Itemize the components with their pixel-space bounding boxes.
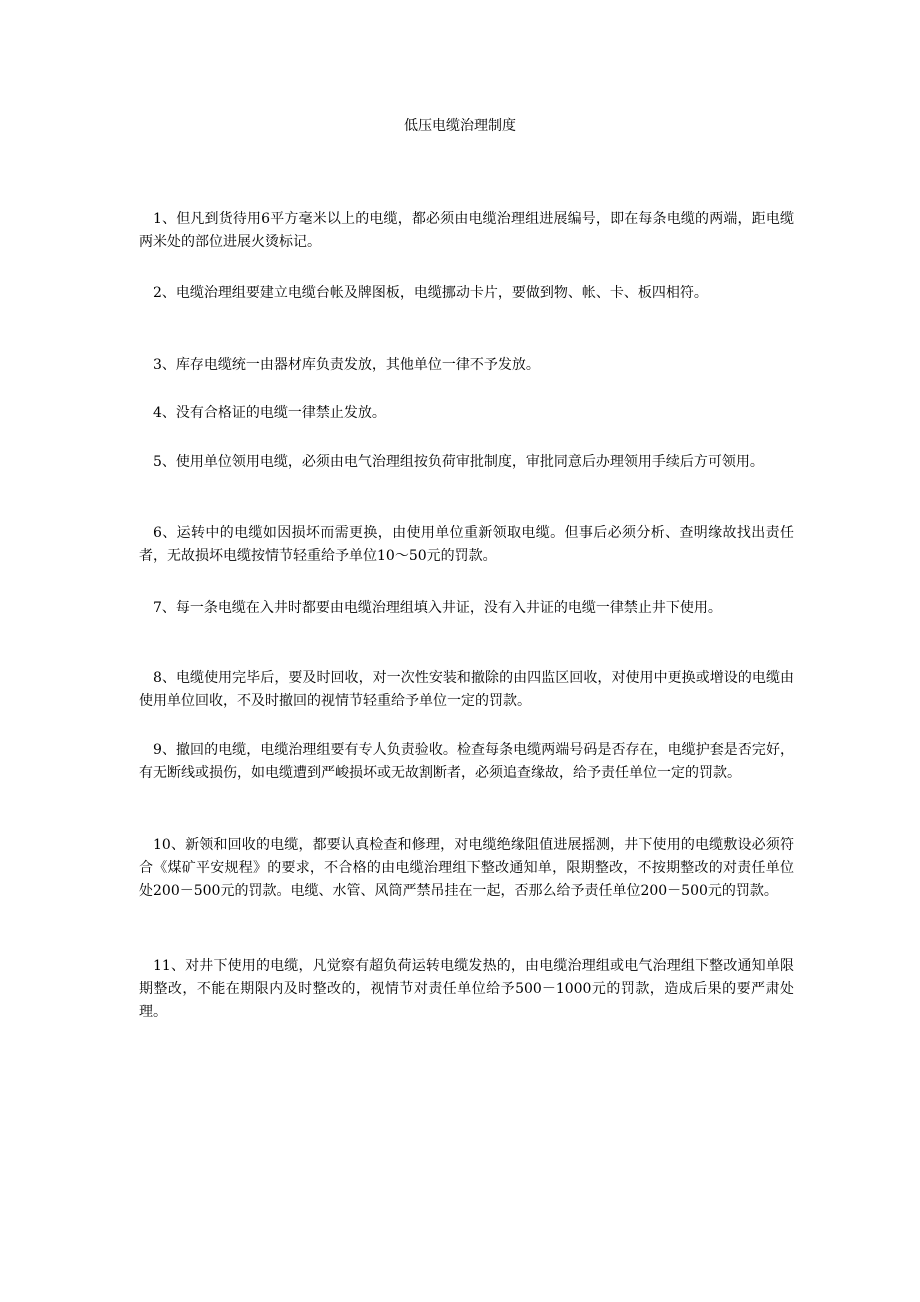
paragraph-8: 8、电缆使用完毕后，要及时回收，对一次性安装和撤除的由四监区回收，对使用中更换或增设的电缆由使用单位回收，不及时撤回的视情节轻重给予单位一定的罚款。 — [139, 670, 794, 709]
paragraph-6: 6、运转中的电缆如因损坏而需更换，由使用单位重新领取电缆。但事后必须分析、查明缘故找出责任者，无故损坏电缆按情节轻重给予单位10～50元的罚款。 — [139, 525, 794, 564]
paragraph-11: 11、对井下使用的电缆，凡觉察有超负荷运转电缆发热的，由电缆治理组或电气治理组下整改通知单限期整改，不能在期限内及时整改的，视情节对责任单位给予500－1000元的罚款，造成后果的要严肃处理。 — [139, 958, 794, 1020]
paragraph-7: 7、每一条电缆在入井时都要由电缆治理组填入井证，没有入井证的电缆一律禁止井下使用。 — [153, 600, 722, 616]
paragraph-9: 9、撤回的电缆，电缆治理组要有专人负责验收。检查每条电缆两端号码是否存在，电缆护套是否完好，有无断线或损伤，如电缆遭到严峻损坏或无故割断者，必须追查缘故，给予责任单位一定的罚款。 — [139, 742, 794, 781]
paragraph-10: 10、新领和回收的电缆，都要认真检查和修理，对电缆绝缘阻值进展摇测，井下使用的电缆敷设必须符合《煤矿平安规程》的要求，不合格的由电缆治理组下整改通知单，限期整改，不按期整改的对责任单位处200－500元的罚款。电缆、水管、风筒严禁吊挂在一起，否那么给予责任单位200－500元的罚款。 — [139, 837, 794, 899]
paragraph-1: 1、但凡到货待用6平方毫米以上的电缆，都必须由电缆治理组进展编号，即在每条电缆的两端，距电缆两米处的部位进展火烫标记。 — [139, 211, 794, 250]
paragraph-3: 3、库存电缆统一由器材库负责发放，其他单位一律不予发放。 — [153, 357, 540, 373]
document-title: 低压电缆治理制度 — [404, 118, 516, 134]
paragraph-5: 5、使用单位领用电缆，必须由电气治理组按负荷审批制度，审批同意后办理领用手续后方可领用。 — [153, 454, 764, 470]
paragraph-2: 2、电缆治理组要建立电缆台帐及牌图板，电缆挪动卡片，要做到物、帐、卡、板四相符。 — [153, 285, 708, 301]
paragraph-4: 4、没有合格证的电缆一律禁止发放。 — [153, 405, 386, 421]
